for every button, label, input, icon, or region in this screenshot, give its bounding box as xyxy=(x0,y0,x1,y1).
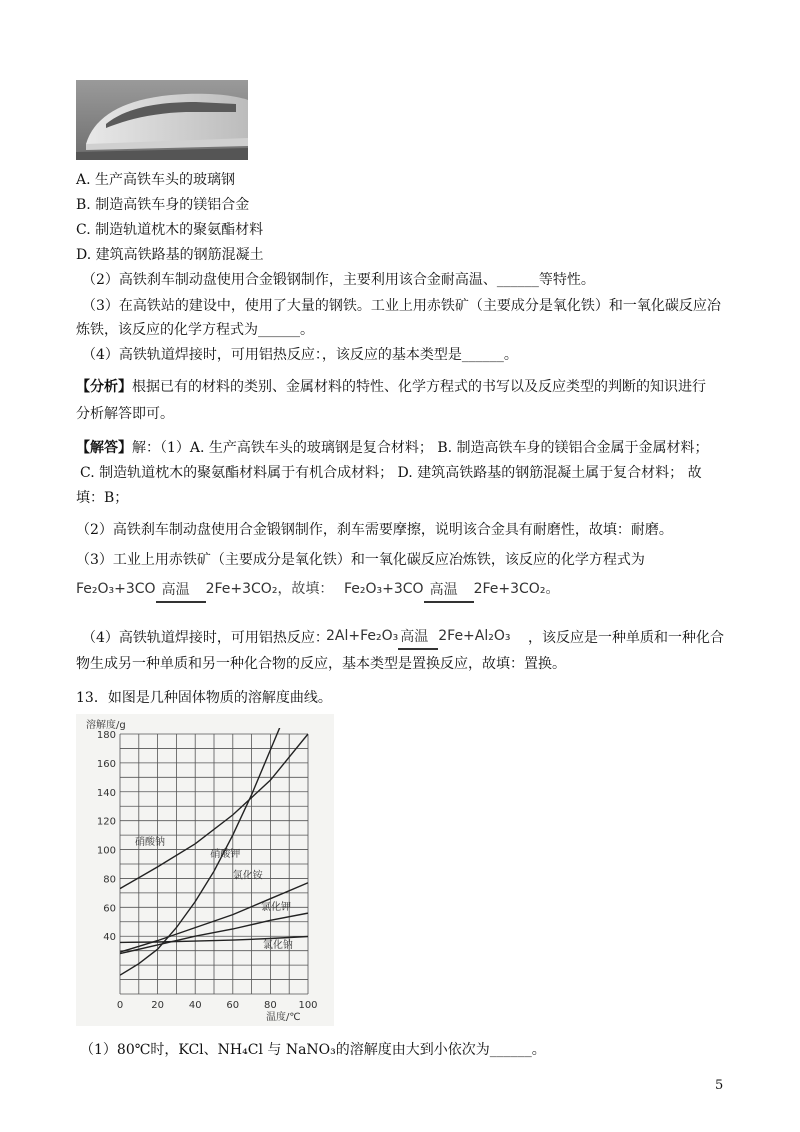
series-label: 硝酸钠 xyxy=(135,837,166,849)
equation-iron-smelting-answer xyxy=(344,578,559,598)
eq2-condition: 高温 xyxy=(400,629,429,645)
analysis-text: 根据已有的材料的类别、金属材料的特性、化学方程式的书写以及反应类型的判断的知识进行 xyxy=(132,379,706,395)
y-tick-label: 100 xyxy=(96,845,116,857)
analysis-line2: 分析解答即可。 xyxy=(76,406,174,422)
x-axis-label: 温度/℃ xyxy=(266,1012,301,1023)
y-tick-label: 160 xyxy=(96,758,116,770)
page-number: 5 xyxy=(715,1078,724,1093)
solubility-chart xyxy=(76,714,334,1026)
eq1b-end: 。 xyxy=(545,581,560,597)
eq1-reactants: Fe₂O₃+3CO xyxy=(76,581,156,597)
solution-line2: C. 制造轨道枕木的聚氨酯材料属于有机合成材料； D. 建筑高铁路基的钢筋混凝土属于复合材料； 故 xyxy=(80,465,702,481)
question-3-line1: （3）在高铁站的建设中，使用了大量的钢铁。工业上用赤铁矿（主要成分是氧化铁）和一氧化碳反应冶 xyxy=(82,298,721,314)
series-label: 氯化铵 xyxy=(232,870,263,882)
option-a: A. 生产高铁车头的玻璃钢 xyxy=(76,172,236,188)
series-label: 氯化钾 xyxy=(261,902,291,914)
question-13-1: （1）80℃时，KCl、NH₄Cl 与 NaNO₃的溶解度由大到小依次为______。 xyxy=(80,1042,546,1058)
y-tick-label: 140 xyxy=(96,787,116,799)
solution-line5: （3）工业上用赤铁矿（主要成分是氧化铁）和一氧化碳反应冶炼铁，该反应的化学方程式为 xyxy=(76,552,645,568)
y-tick-label: 120 xyxy=(96,816,116,828)
y-tick-label: 40 xyxy=(103,932,116,944)
eq1b-condition: 高温 xyxy=(429,582,458,598)
option-d: D. 建筑高铁路基的钢筋混凝土 xyxy=(76,247,264,263)
x-tick-label: 40 xyxy=(188,1000,202,1011)
eq1-separator: ，故填： xyxy=(277,581,334,597)
y-tick-label: 60 xyxy=(103,903,116,915)
x-tick-label: 0 xyxy=(116,1000,124,1011)
x-tick-label: 20 xyxy=(151,1000,164,1011)
question-4: （4）高铁轨道焊接时，可用铝热反应：，该反应的基本类型是______。 xyxy=(82,347,518,363)
solution-line7-prefix: （4）高铁轨道焊接时，可用铝热反应： xyxy=(82,630,329,646)
eq1-products: 2Fe+3CO₂ xyxy=(205,581,278,597)
equation-iron-smelting xyxy=(76,578,333,598)
x-tick-label: 60 xyxy=(226,1000,240,1011)
question-3-line2: 炼铁，该反应的化学方程式为______。 xyxy=(76,322,314,338)
eq2-products: 2Fe+Al₂O₃ xyxy=(438,628,511,644)
solution-line4: （2）高铁刹车制动盘使用合金锻钢制作，刹车需要摩擦，说明该合金具有耐磨性，故填：耐磨。 xyxy=(76,522,673,538)
solution-line8: 物生成另一种单质和另一种化合物的反应，基本类型是置换反应，故填：置换。 xyxy=(76,656,566,672)
solution-line7-suffix: ，该反应是一种单质和一种化合 xyxy=(528,630,724,646)
eq1b-reactants: Fe₂O₃+3CO xyxy=(344,581,424,597)
y-axis-label: 溶解度/g xyxy=(86,720,126,731)
series-label: 氯化钠 xyxy=(262,939,293,951)
eq1-condition: 高温 xyxy=(161,582,190,598)
y-tick-label: 80 xyxy=(103,874,116,886)
solubility-chart-svg xyxy=(76,714,334,1026)
option-c: C. 制造轨道枕木的聚氨酯材料 xyxy=(76,222,264,238)
solution-line1 xyxy=(76,438,709,458)
question-13-title: 13．如图是几种固体物质的溶解度曲线。 xyxy=(76,690,332,706)
eq2-reactants: 2Al+Fe₂O₃ xyxy=(326,628,399,644)
series-label: 硝酸钾 xyxy=(210,848,241,860)
eq1b-products: 2Fe+3CO₂ xyxy=(473,581,546,597)
solution-text: 解：（1）A. 生产高铁车头的玻璃钢是复合材料； B. 制造高铁车身的镁铝合金属于金属材料； xyxy=(132,440,709,456)
solution-label: 【解答】 xyxy=(76,440,132,456)
x-tick-label: 100 xyxy=(298,1000,318,1011)
question-2: （2）高铁刹车制动盘使用合金锻钢制作，主要利用该合金耐高温、______等特性。 xyxy=(82,272,595,288)
y-tick-label: 180 xyxy=(96,730,116,741)
solution-line3: 填：B； xyxy=(76,490,129,506)
equation-thermite xyxy=(326,628,511,644)
analysis-label: 【分析】 xyxy=(76,379,132,395)
x-tick-label: 80 xyxy=(264,1000,277,1011)
option-b: B. 制造高铁车身的镁铝合金 xyxy=(76,197,250,213)
train-image xyxy=(76,80,248,160)
analysis-line1 xyxy=(76,377,706,397)
